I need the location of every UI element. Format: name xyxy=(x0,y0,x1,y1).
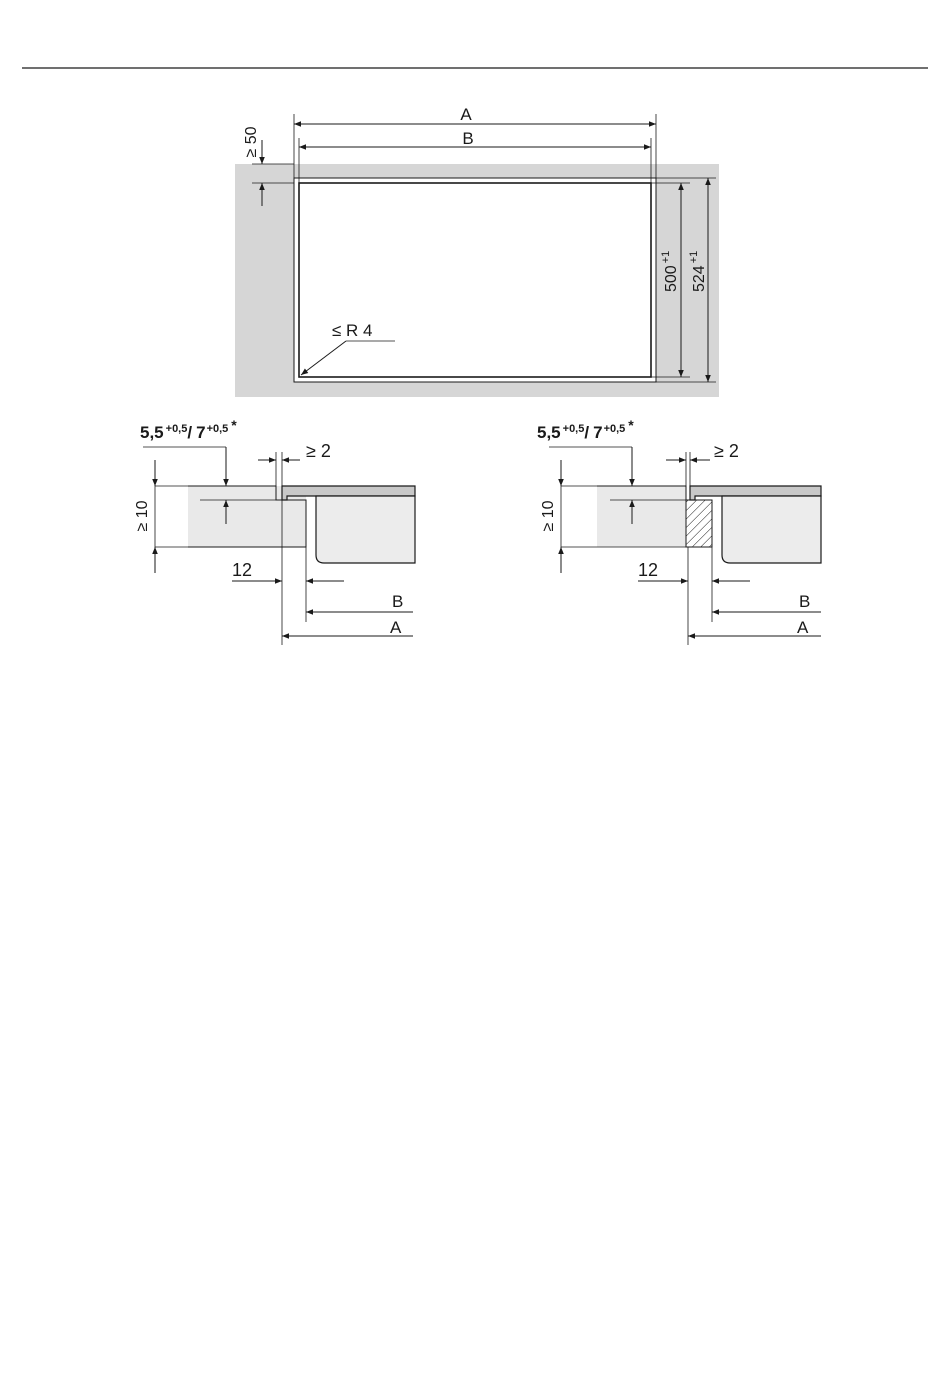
dim-b-label-right: B xyxy=(799,592,811,611)
setback-label: ≥ 50 xyxy=(243,126,260,158)
section-right xyxy=(537,417,821,645)
thickness-label-left: ≥ 10 xyxy=(134,500,151,532)
rebate-depth-label-right: 5,5 $^{+0,5}$/ $7^{+0,5}$ * xyxy=(537,417,634,442)
thickness-label-right: ≥ 10 xyxy=(540,500,557,532)
gap-label-right: ≥ 2 xyxy=(714,441,739,461)
rebate-width-label-left: 12 xyxy=(232,560,253,580)
dim-b-label-left: B xyxy=(392,592,404,611)
dim-b-label: B xyxy=(462,129,474,148)
worktop-section-right xyxy=(597,486,686,547)
dim-524-label: $524^{+1}$ xyxy=(688,250,708,292)
top-view xyxy=(235,105,719,397)
dim-500-label: $500^{+1}$ xyxy=(660,250,680,292)
dim-a-label-left: A xyxy=(390,618,402,637)
hob-body-left xyxy=(316,496,415,563)
gap-label-left: ≥ 2 xyxy=(306,441,331,461)
hatched-frame-right xyxy=(686,500,712,547)
dim-a-label: A xyxy=(460,105,472,124)
hob-body-right xyxy=(722,496,821,563)
radius-label: ≤ R 4 xyxy=(332,321,373,340)
section-left xyxy=(134,417,415,645)
dim-a-label-right: A xyxy=(797,618,809,637)
rebate-depth-label-left: 5,5 $^{+0,5}$/ $7^{+0,5}$ * xyxy=(140,417,237,442)
cutout-inner xyxy=(299,183,651,377)
rebate-width-label-right: 12 xyxy=(638,560,659,580)
